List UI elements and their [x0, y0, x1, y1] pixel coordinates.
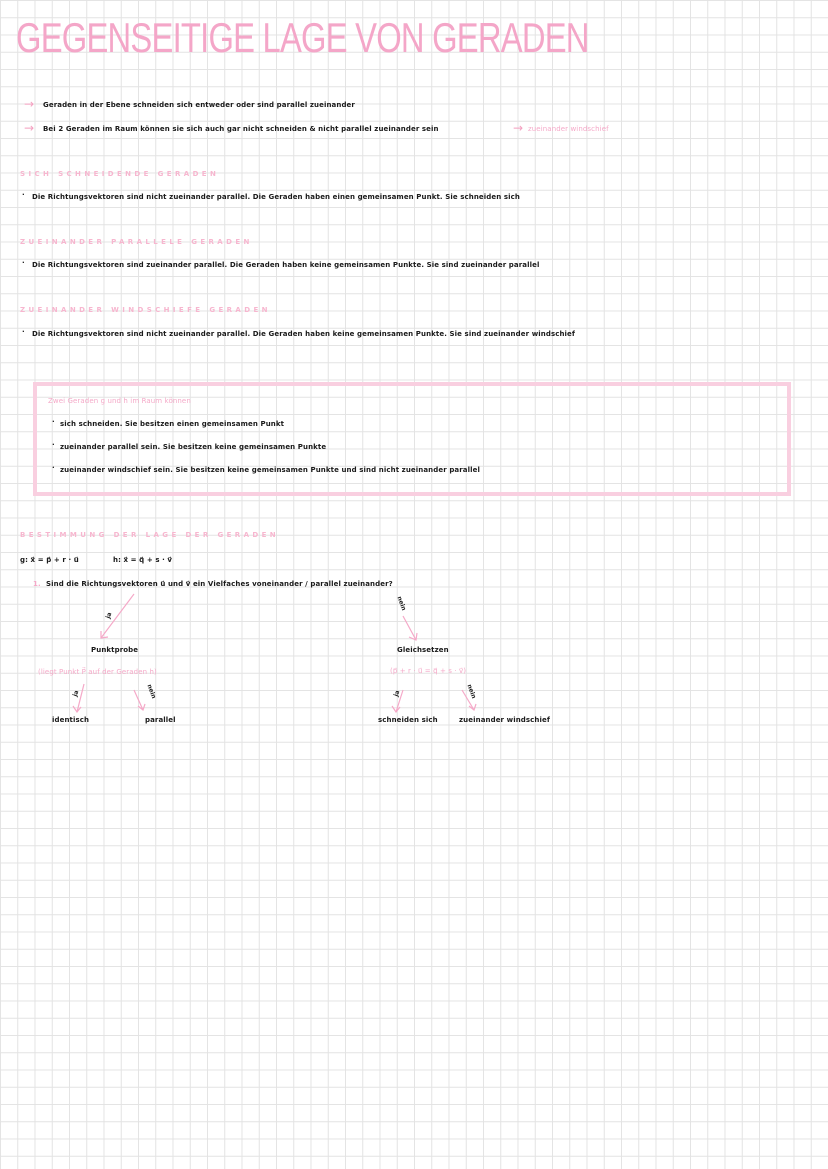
arrow-right-icon: →: [24, 121, 35, 135]
result-schneiden: schneiden sich: [378, 716, 438, 724]
section-heading-bestimmung: BESTIMMUNG DER LAGE DER GERADEN: [20, 531, 280, 539]
result-identisch: identisch: [52, 716, 90, 724]
bullet-dot: ·: [22, 328, 25, 336]
summary-item-3: zueinander windschief sein. Sie besitzen keine gemeinsamen Punkte und sind nicht zueinander parallel: [60, 466, 480, 474]
branch-label-nein: nein: [465, 683, 478, 700]
section-text-schneidende: Die Richtungsvektoren sind nicht zueinander parallel. Die Geraden haben einen gemeinsamen Punkt. Sie schneiden sich: [32, 193, 520, 201]
branch-label-ja: ja: [104, 611, 114, 620]
summary-box-title: Zwei Geraden g und h im Raum können: [48, 397, 191, 405]
bullet-dot: ·: [52, 441, 55, 449]
section-heading-parallele: ZUEINANDER PARALLELE GERADEN: [20, 238, 253, 246]
summary-item-1: sich schneiden. Sie besitzen einen gemeinsamen Punkt: [60, 420, 285, 428]
arrow-right-icon: →: [513, 121, 524, 135]
equation-h: h: x⃗ = q⃗ + s · v⃗: [113, 556, 173, 564]
page-title: GEGENSEITIGE LAGE VON GERADEN: [16, 14, 589, 61]
node-gleichsetzen: Gleichsetzen: [397, 646, 449, 654]
result-windschief: zueinander windschief: [459, 716, 550, 724]
node-gleichsetzen-note: (p⃗ + r · u⃗ = q⃗ + s · v⃗): [390, 667, 467, 675]
intro-line-1: Geraden in der Ebene schneiden sich entweder oder sind parallel zueinander: [43, 101, 355, 109]
branch-label-ja: ja: [392, 689, 402, 698]
section-text-parallele: Die Richtungsvektoren sind zueinander parallel. Die Geraden haben keine gemeinsamen Punkte. Sie sind zueinander parallel: [32, 261, 540, 269]
bullet-dot: ·: [52, 464, 55, 472]
step-number: 1.: [33, 580, 41, 588]
arrow-right-icon: →: [24, 97, 35, 111]
node-punktprobe-note: (liegt Punkt P⃗ auf der Geraden h): [38, 668, 157, 676]
bullet-dot: ·: [52, 418, 55, 426]
step-question: Sind die Richtungsvektoren u⃗ und v⃗ ein Vielfaches voneinander / parallel zueinander?: [46, 580, 393, 588]
section-heading-windschiefe: ZUEINANDER WINDSCHIEFE GERADEN: [20, 306, 271, 314]
branch-label-nein: nein: [395, 595, 408, 612]
equation-g: g: x⃗ = p⃗ + r · u⃗: [20, 556, 79, 564]
section-heading-schneidende: SICH SCHNEIDENDE GERADEN: [20, 170, 220, 178]
summary-item-2: zueinander parallel sein. Sie besitzen keine gemeinsamen Punkte: [60, 443, 327, 451]
bullet-dot: ·: [22, 191, 25, 199]
intro-line-2: Bei 2 Geraden im Raum können sie sich auch gar nicht schneiden & nicht parallel zueinander sein: [43, 125, 439, 133]
branch-label-nein: nein: [145, 683, 158, 700]
node-punktprobe: Punktprobe: [91, 646, 139, 654]
intro-line-2-result: zueinander windschief: [528, 125, 609, 133]
branch-label-ja: ja: [71, 689, 81, 698]
bullet-dot: ·: [22, 259, 25, 267]
section-text-windschiefe: Die Richtungsvektoren sind nicht zueinander parallel. Die Geraden haben keine gemeinsamen Punkte. Sie sind zueinander windschief: [32, 330, 576, 338]
result-parallel: parallel: [145, 716, 176, 724]
